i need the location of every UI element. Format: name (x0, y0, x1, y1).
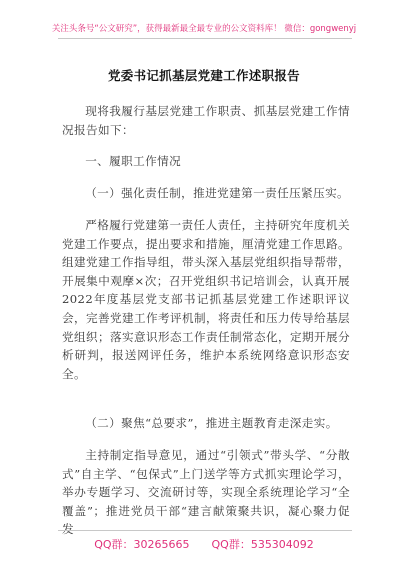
footer-qq-group-1: QQ群：30265665 (94, 538, 190, 551)
page-title: 党委书记抓基层党建工作述职报告 (107, 68, 300, 83)
subsection-heading-1: （一）强化责任制，推进党建第一责任压紧压实。 (85, 186, 350, 200)
section-heading-1: 一、履职工作情况 (85, 154, 182, 168)
intro-paragraph: 现将我履行基层党建工作职责、抓基层党建工作情况报告如下： (62, 104, 350, 137)
header-rule (58, 38, 352, 39)
footer-rule (58, 530, 352, 531)
footer-qq-group-2: QQ群：535304092 (211, 538, 314, 551)
header-note: 关注头条号“公文研究”，获得最新最全最专业的公文资料库！ 微信：gongwenyj (51, 24, 357, 34)
subsection-heading-2: （二）聚焦“总要求”，推进主题教育走深走实。 (85, 416, 338, 430)
body-paragraph-2: 主持制定指导意见，通过“引领式”带头学、“分散式”自主学、“包保式”上门送学等方式抓实理论学习，举办专题学习、交流研讨等，实现全系统理论学习“全覆盖”；推进党员干部“建言献策聚共识，凝心聚力促发 (62, 448, 350, 537)
body-paragraph-1: 严格履行党建第一责任人责任，主持研究年度机关党建工作要点，提出要求和措施，厘清党建工作思路。组建党建工作指导组，带头深入基层党组织指导帮带，开展集中观摩×次；召开党组织书记培训会，认真开展2022年度基层党支部书记抓基层党建工作述职评议会，完善党建工作考评机制，将责任和压力传导给基层党组织；落实意识形态工作责任制常态化，定期开展分析研判，报送网评任务，维护本系统网络意识形态安全。 (62, 218, 350, 381)
footer (0, 536, 408, 552)
